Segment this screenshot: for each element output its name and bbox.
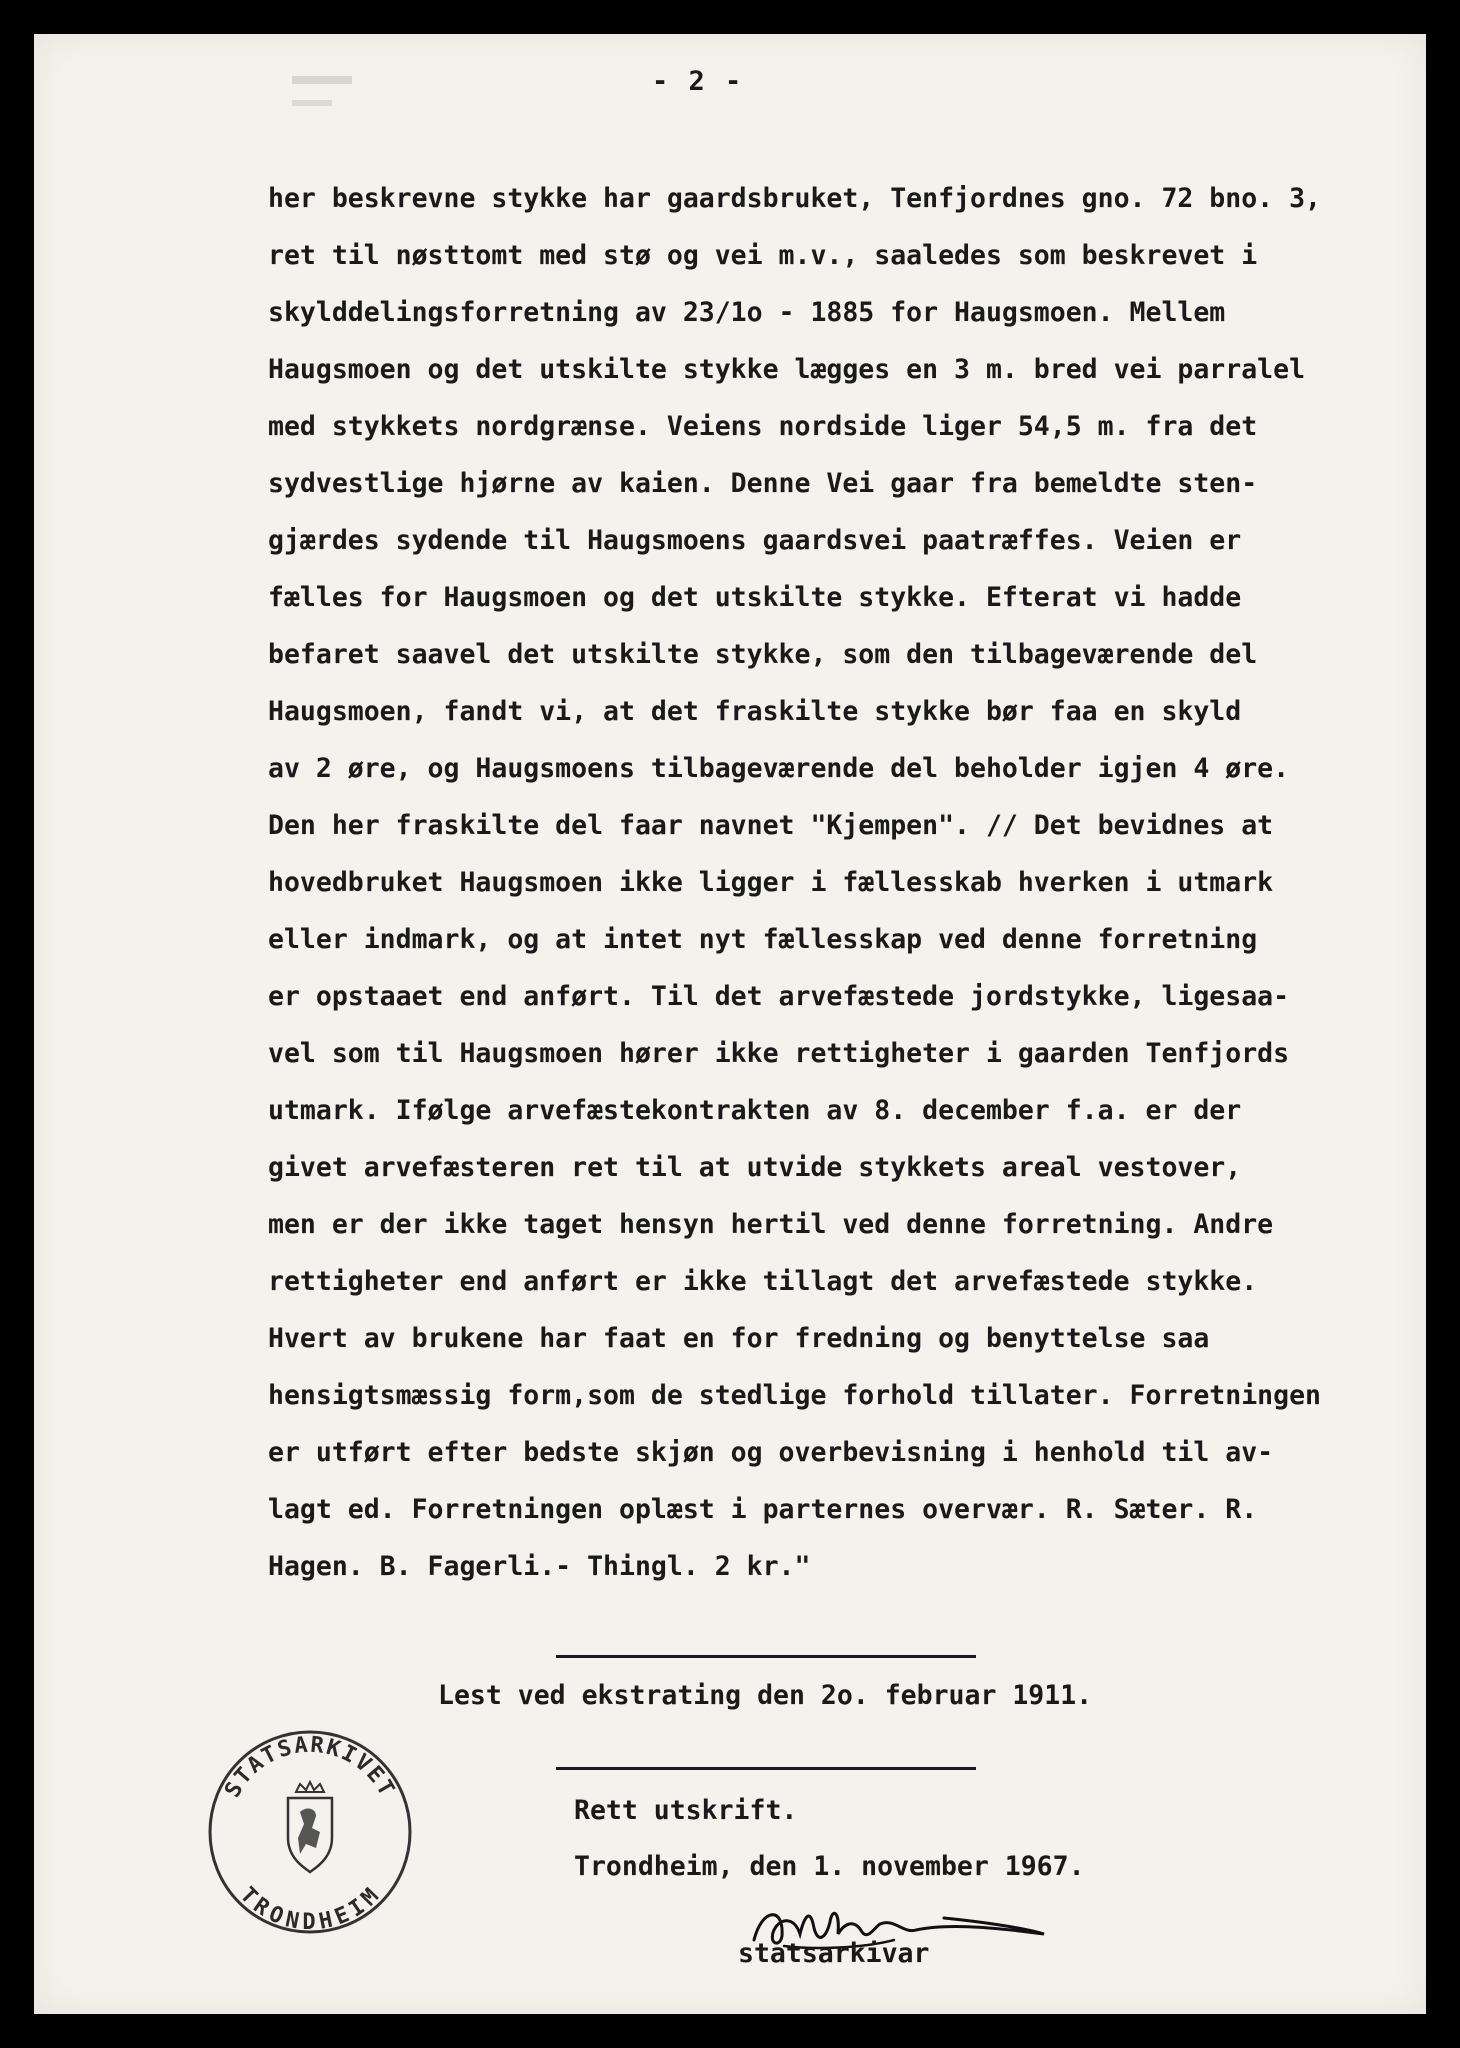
text-line: er opstaaet end anført. Til det arvefæstede jordstykke, ligesaa- — [268, 981, 1290, 1012]
text-line: er utført efter bedste skjøn og overbevisning i henhold til av- — [268, 1437, 1274, 1468]
text-line: Hvert av brukene har faat en for fredning og benyttelse saa — [268, 1323, 1210, 1354]
text-line: Haugsmoen, fandt vi, at det fraskilte stykke bør faa en skyld — [268, 696, 1242, 727]
text-line: men er der ikke taget hensyn hertil ved denne forretning. Andre — [268, 1209, 1274, 1240]
text-line: skylddelingsforretning av 23/1o - 1885 for Haugsmoen. Mellem — [268, 297, 1226, 328]
text-line: hensigtsmæssig form,som de stedlige forhold tillater. Forretningen — [268, 1380, 1321, 1411]
body-text — [268, 170, 1378, 1595]
text-line: eller indmark, og at intet nyt fællesskap ved denne forretning — [268, 924, 1258, 955]
page-number: - 2 - — [652, 66, 744, 97]
archive-stamp — [200, 1720, 420, 1940]
text-line: hovedbruket Haugsmoen ikke ligger i fællesskab hverken i utmark — [268, 867, 1274, 898]
svg-text:TRONDHEIM — [235, 1883, 386, 1936]
signer-title: statsarkivar — [738, 1938, 930, 1969]
text-line: utmark. Ifølge arvefæstekontrakten av 8. december f.a. er der — [268, 1095, 1242, 1126]
text-line: befaret saavel det utskilte stykke, som den tilbageværende del — [268, 639, 1258, 670]
coat-of-arms-icon — [288, 1782, 332, 1872]
separator-line — [556, 1655, 976, 1658]
faint-mark — [292, 100, 332, 106]
text-line: rettigheter end anført er ikke tillagt det arvefæstede stykke. — [268, 1266, 1258, 1297]
certified-copy-text: Rett utskrift. — [574, 1795, 798, 1826]
text-line: med stykkets nordgrænse. Veiens nordside liger 54,5 m. fra det — [268, 411, 1258, 442]
place-date-text: Trondheim, den 1. november 1967. — [574, 1851, 1085, 1882]
text-line: ret til nøsttomt med stø og vei m.v., saaledes som beskrevet i — [268, 240, 1258, 271]
text-line: Den her fraskilte del faar navnet "Kjempen". // Det bevidnes at — [268, 810, 1274, 841]
faint-mark — [292, 76, 352, 84]
text-line: av 2 øre, og Haugsmoens tilbageværende del beholder igjen 4 øre. — [268, 753, 1290, 784]
text-line: Haugsmoen og det utskilte stykke lægges en 3 m. bred vei parralel — [268, 354, 1306, 385]
text-line: lagt ed. Forretningen oplæst i parternes overvær. R. Sæter. R. — [268, 1494, 1258, 1525]
text-line: gjærdes sydende til Haugsmoens gaardsvei paatræffes. Veien er — [268, 525, 1242, 556]
stamp-bottom-text: TRONDHEIM — [234, 1882, 386, 1936]
separator-line — [556, 1767, 976, 1770]
text-line: givet arvefæsteren ret til at utvide stykkets areal vestover, — [268, 1152, 1242, 1183]
stamp-top-text: STATSARKIVET — [220, 1732, 400, 1802]
text-line: vel som til Haugsmoen hører ikke rettigheter i gaarden Tenfjords — [268, 1038, 1290, 1069]
text-line: sydvestlige hjørne av kaien. Denne Vei gaar fra bemeldte sten- — [268, 468, 1258, 499]
text-line: Hagen. B. Fagerli.- Thingl. 2 kr." — [268, 1551, 811, 1582]
text-line: her beskrevne stykke har gaardsbruket, Tenfjordnes gno. 72 bno. 3, — [268, 183, 1321, 214]
text-line: fælles for Haugsmoen og det utskilte stykke. Efterat vi hadde — [268, 582, 1242, 613]
read-statement: Lest ved ekstrating den 2o. februar 1911. — [438, 1680, 1093, 1711]
